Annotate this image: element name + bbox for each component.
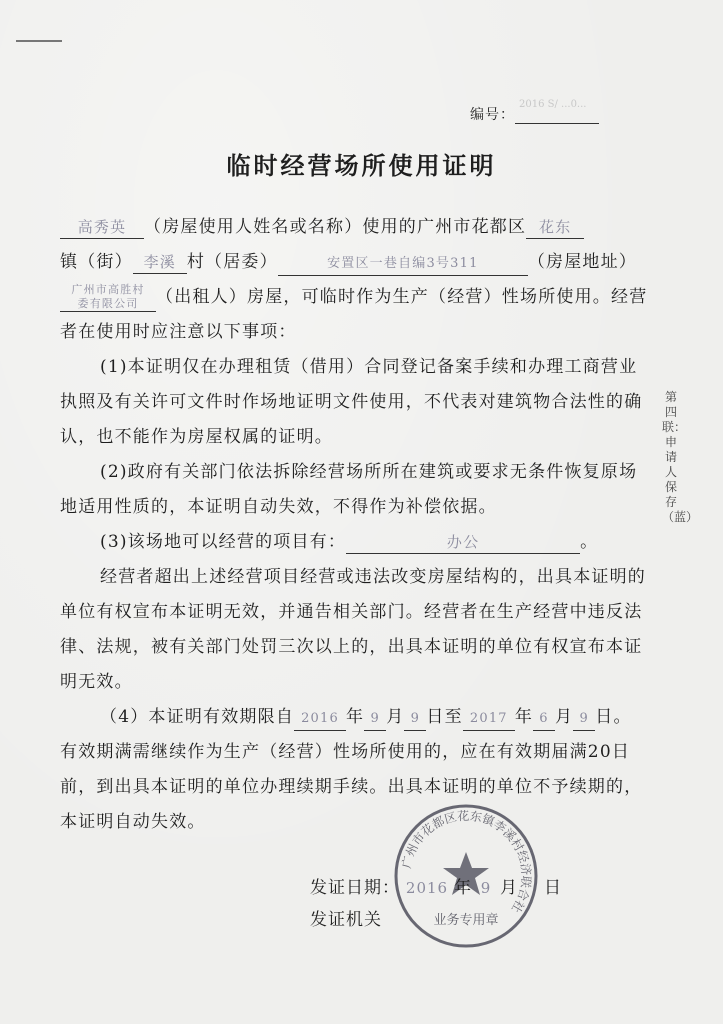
project-fill: 办公 (346, 531, 580, 554)
serial-line (515, 99, 599, 124)
end-month-fill: 6 (533, 708, 555, 731)
end-day-fill: 9 (573, 708, 595, 731)
issue-block (310, 872, 562, 936)
corner-mark (16, 40, 62, 42)
issue-year-fill: 2016 (405, 879, 449, 897)
item-4: （4）本证明有效期限自 2016 年 9 月 9 日至 2017 年 6 月 9 日。 (60, 700, 650, 735)
item-2: (2)政府有关部门依法拆除经营场所所在建筑或要求无条件恢复原场地适用性质的，本证明自动失效，不得作为补偿依据。 (60, 462, 638, 517)
issue-month-fill: 9 (480, 879, 492, 897)
end-year-fill: 2017 (463, 708, 515, 731)
serial-label: 编号： (470, 107, 515, 123)
item-1: (1)本证明仅在办理租赁（借用）合同登记备案手续和办理工商营业执照及有关许可文件时作场地证明文件使用，不代表对建筑物合法性的确认，也不能作为房屋权属的证明。 (60, 357, 643, 447)
issue-authority-label: 发证机关 (310, 910, 382, 930)
paragraph-intro: 高秀英 （房屋使用人姓名或名称）使用的广州市花都区 花东镇（街） 李溪 村（居委） 安置区一巷自编3号311 （房屋地址）广州市高胜村 委有限公司 （出租人）房屋，可临时作为生产（经营）性场所使用。经营者在使用时应注意以下事项： (60, 217, 648, 342)
town-fill: 花东 (526, 216, 584, 239)
certificate-body (60, 210, 650, 840)
village-fill: 李溪 (133, 251, 187, 274)
serial-faint-value: 2016 S/ ...0... (519, 99, 587, 110)
copy-note: 第四联：申请人保存（蓝） (662, 390, 699, 524)
user-name-fill: 高秀英 (60, 216, 144, 239)
start-month-fill: 9 (364, 708, 386, 731)
address-fill: 安置区一巷自编3号311 (278, 253, 528, 276)
issue-date-row: 发证日期： 2016 年 9 月 日 (310, 878, 562, 898)
page-title: 临时经营场所使用证明 (226, 151, 497, 180)
item-4-rest: 有效期满需继续作为生产（经营）性场所使用的，应在有效期届满20日前，到出具本证明的单位办理续期手续。出具本证明的单位不予续期的，本证明自动失效。 (60, 742, 643, 832)
seal-ring-text: 广州市花都区花东镇李溪村经济联合社 (399, 808, 534, 916)
paragraph-violation: 经营者超出上述经营项目经营或违法改变房屋结构的，出具本证明的单位有权宣布本证明无效，并通告相关部门。经营者在生产经营中违反法律、法规，被有关部门处罚三次以上的，出具本证明的单位有权宣布本证明无效。 (60, 567, 646, 692)
seal-center-text: 业务专用章 (433, 913, 499, 928)
lessor-fill: 广州市高胜村 委有限公司 (60, 283, 156, 312)
issue-date-label: 发证日期： (310, 878, 400, 898)
start-year-fill: 2016 (294, 708, 346, 731)
serial-number (470, 99, 599, 124)
start-day-fill: 9 (404, 708, 426, 731)
item-3: (3)该场地可以经营的项目有： 办公 。 (100, 532, 599, 552)
